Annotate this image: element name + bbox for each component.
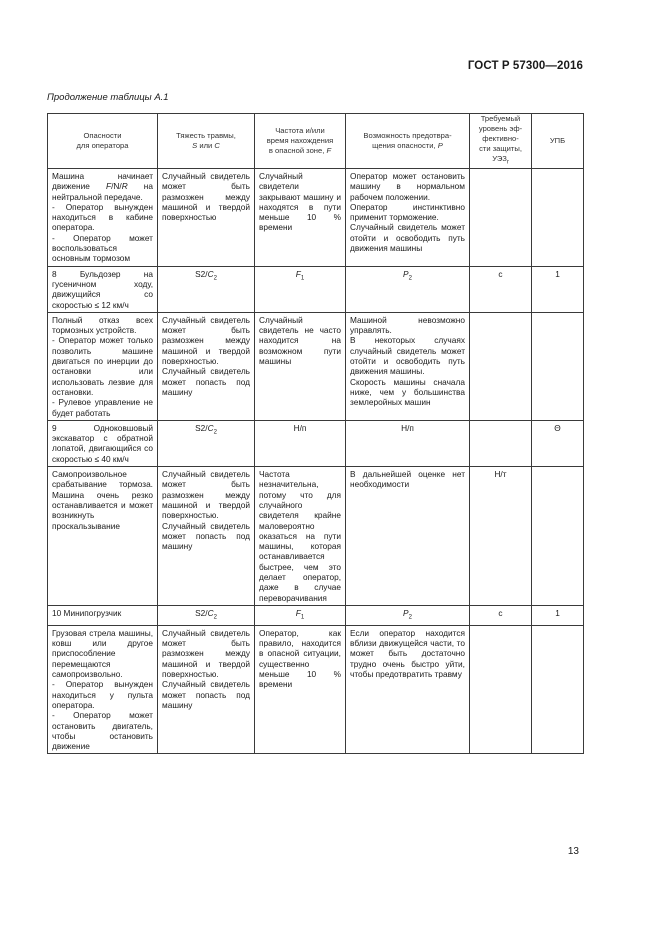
table-cell: [346, 467, 470, 606]
cell-text: $S2/C_2$: [195, 268, 217, 282]
table-cell: [255, 605, 346, 625]
table-cell: [255, 266, 346, 312]
cell-paragraph: - Рулевое управление не будет работать: [52, 397, 153, 418]
cell-paragraph: - Оператор может остановить двигатель, чтобы остановить движение: [52, 710, 153, 752]
table-cell: [532, 467, 584, 606]
cell-text: $F_1$: [295, 607, 305, 621]
header-line: УПБ: [549, 136, 566, 145]
table-cell: [48, 266, 158, 312]
table-cell: [158, 312, 255, 420]
table-cell: [158, 420, 255, 466]
header-line: фективно-: [482, 134, 519, 144]
table-cell: [48, 420, 158, 466]
cell-text: 8 Бульдозер на гусеничном ходу, движущийся со скоростью ≤ 12 км/ч: [52, 268, 153, 310]
table-cell: [470, 420, 532, 466]
cell-paragraph: Случайный свидетель может быть размозжен между машиной и твердой поверхностью.: [162, 314, 250, 367]
table-cell: [470, 605, 532, 625]
table-cell: [158, 266, 255, 312]
table-row: [48, 169, 584, 267]
cell-paragraph: Если оператор находится вблизи движущейся части, то может быть достаточно трудно очень быстро уйти, чтобы предотвратить травму: [350, 627, 465, 680]
cell-text: 1: [555, 607, 560, 618]
table-cell: [255, 312, 346, 420]
cell-text: c: [498, 268, 503, 279]
cell-text: Н/п: [401, 422, 414, 433]
table-caption: Продолжение таблицы А.1: [47, 92, 169, 103]
cell-paragraph: Самопроизвольное срабатывание тормоза. Машина очень резко останавливается и может возникнуть проскальзывание: [52, 469, 153, 531]
table-cell: [470, 266, 532, 312]
cell-text: 10 Минипогрузчик: [52, 607, 122, 618]
table-cell: [346, 312, 470, 420]
table-cell: [255, 625, 346, 754]
table-cell: [532, 420, 584, 466]
cell-paragraph: Полный отказ всех тормозных устройств.: [52, 314, 153, 336]
cell-paragraph: Скорость машины сначала ниже, чем у большинства землеройных машин: [350, 376, 465, 408]
header-line: в опасной зоне, F: [268, 146, 332, 155]
cell-paragraph: Случайный свидетель может попасть под машину: [162, 520, 250, 552]
cell-paragraph: Оператор инстинктивно применит торможение.: [350, 201, 465, 223]
table-cell: [346, 605, 470, 625]
cell-text: Θ: [554, 422, 561, 433]
hazard-table: [47, 113, 584, 754]
table-cell: [158, 169, 255, 267]
cell-text: c: [498, 607, 503, 618]
header-line: Требуемый: [480, 114, 521, 124]
table-machine-row: [48, 605, 584, 625]
table-cell: [470, 467, 532, 606]
document-code: ГОСТ Р 57300—2016: [467, 60, 583, 72]
header-frequency: [255, 114, 346, 169]
cell-paragraph: Случайный свидетель может отойти и освободить путь движения машины: [350, 222, 465, 254]
cell-paragraph: Машина начинает движение F/N/R на нейтральной передаче.: [52, 171, 153, 202]
table-cell: [532, 605, 584, 625]
header-line: сти защиты,: [479, 144, 522, 154]
table-cell: [470, 625, 532, 754]
header-line: Тяжесть травмы,: [176, 131, 236, 140]
header-line: S или C: [192, 141, 220, 150]
table-header-row: [48, 114, 584, 169]
table-cell: [346, 169, 470, 267]
table-cell: [158, 605, 255, 625]
cell-paragraph: Оператор может остановить машину в нормальном рабочем положении.: [350, 171, 465, 202]
table-cell: [158, 467, 255, 606]
table-cell: [346, 625, 470, 754]
cell-paragraph: Случайный свидетели закрывают машину и находятся в пути меньше 10 % времени: [259, 171, 341, 233]
table-row: [48, 312, 584, 420]
cell-text: $F_1$: [295, 268, 305, 282]
table-cell: [532, 169, 584, 267]
header-line: Возможность предотвра-: [363, 131, 452, 140]
header-line: $УЭЗ_r$: [492, 154, 509, 166]
cell-paragraph: Случайный свидетель может быть размозжен между машиной и твердой поверхностью.: [162, 627, 250, 680]
table-row: [48, 625, 584, 754]
header-upb: [532, 114, 584, 169]
cell-paragraph: Оператор, как правило, находится в опасной ситуации, существенно меньше 10 % времени: [259, 627, 341, 690]
cell-paragraph: - Оператор вынужден находиться в кабине оператора.: [52, 201, 153, 233]
table-cell: [255, 467, 346, 606]
header-required-level: [470, 114, 532, 169]
cell-paragraph: Частота незначительна, потому что для случайного свидетеля крайне маловероятно оказаться на пути машины, которая останавливается быстрее, чем это делает оператор, даже в случае переворачивания: [259, 469, 341, 603]
cell-paragraph: Случайный свидетель может попасть под машину: [162, 366, 250, 397]
header-line: Опасности: [83, 131, 122, 140]
cell-paragraph: Случайный свидетель может попасть под машину: [162, 679, 250, 710]
header-line: время нахождения: [266, 136, 334, 145]
cell-paragraph: Машиной невозможно управлять.: [350, 314, 465, 336]
table-cell: [48, 467, 158, 606]
table-cell: [255, 420, 346, 466]
header-hazards: [48, 114, 158, 169]
table-cell: [470, 312, 532, 420]
cell-paragraph: Н/т: [494, 469, 507, 480]
table-cell: [255, 169, 346, 267]
cell-paragraph: Случайный свидетель не часто находится на возможном пути машины: [259, 314, 341, 367]
table-machine-row: [48, 420, 584, 466]
table-cell: [532, 312, 584, 420]
header-severity: [158, 114, 255, 169]
header-line: щения опасности, P: [372, 141, 443, 150]
table-cell: [48, 169, 158, 267]
cell-paragraph: Грузовая стрела машины, ковш или другое приспособление перемещаются самопроизвольно.: [52, 627, 153, 680]
cell-paragraph: Случайный свидетель может быть размозжен между машиной и твердой поверхностью.: [162, 469, 250, 521]
table-cell: [470, 169, 532, 267]
cell-paragraph: - Оператор может только позволить машине двигаться по инерции до остановки или использовать лезвие для остановки.: [52, 335, 153, 397]
cell-text: 9 Одноковшовый экскаватор с обратной лопатой, двигающийся со скоростью ≤ 40 км/ч: [52, 422, 153, 464]
cell-text: $S2/C_2$: [195, 422, 217, 436]
cell-text: $P_2$: [403, 607, 412, 621]
table-cell: [48, 312, 158, 420]
table-cell: [48, 625, 158, 754]
header-line: уровень эф-: [478, 124, 523, 134]
header-line: для оператора: [76, 141, 129, 150]
cell-text: $P_2$: [403, 268, 412, 282]
table-cell: [346, 420, 470, 466]
table-cell: [158, 625, 255, 754]
table-row: [48, 467, 584, 606]
page-number: 13: [567, 846, 579, 857]
table-cell: [532, 266, 584, 312]
cell-text: $S2/C_2$: [195, 607, 217, 621]
cell-paragraph: Случайный свидетель может быть размозжен между машиной и твердой поверхностью: [162, 171, 250, 223]
cell-paragraph: - Оператор вынужден находиться у пульта оператора.: [52, 679, 153, 710]
table-cell: [532, 625, 584, 754]
header-line: Частота и/или: [275, 126, 325, 135]
table-cell: [346, 266, 470, 312]
cell-text: Н/п: [293, 422, 307, 433]
cell-text: 1: [555, 268, 560, 279]
table-machine-row: [48, 266, 584, 312]
header-avoidance: [346, 114, 470, 169]
cell-paragraph: В дальнейшей оценке нет необходимости: [350, 469, 465, 490]
table-cell: [48, 605, 158, 625]
cell-paragraph: - Оператор может воспользоваться основным тормозом: [52, 232, 153, 264]
cell-paragraph: В некоторых случаях случайный свидетель может отойти и освободить путь движения машины.: [350, 335, 465, 377]
